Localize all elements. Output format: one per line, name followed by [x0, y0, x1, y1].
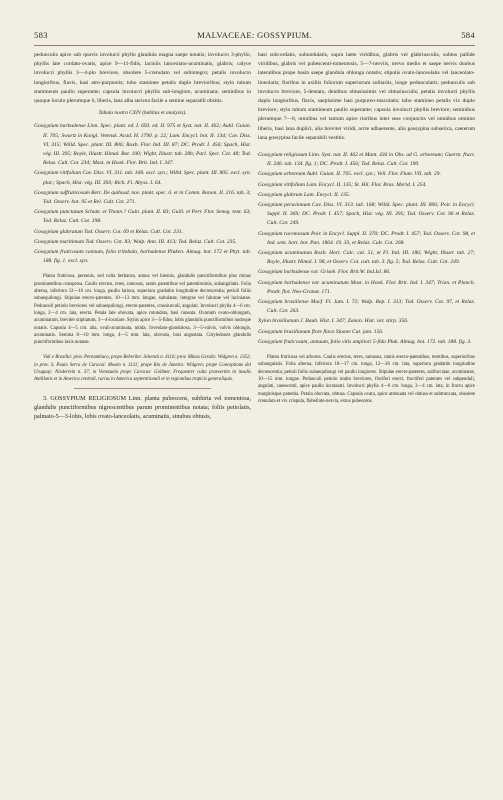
synonym-reference: Gossypium punctatum Schum. et Thonn.? Guin. plant. II. 83; Guill. et Perr. Flor. Seneg. tent. 63; Tod. Relaz. Cult. Cot. 198. [34, 209, 251, 225]
diagnosis-continuation: pedunculis apice sub quovis involucri phyllo glandula magna saepe notatis; involucro 3-phyllo, phyllis late cordato-ovatis, apice 9—11-fidis, laciniis lanceolato-acuminatis, glabris; calyce involucri phyllis 3—4-plo breviore, obsolete 5-crenulato vel subintegro; petalis involucro longioribus, flavis, basi atro-purpureis; tubo staminee petalis duplo brevioribus; stylo tubum stamineum paullo superante; capsula involucri phyllis sub-longiore, acuminata; seminibus in quoque loculo plerumque 6, liberis, lana alba sericea facile a semine separatili obsitis. [34, 52, 251, 105]
plate-caption: Tabula nostra CXIV (habitus et analysis). [98, 110, 187, 117]
synonym-reference: Gossypium arboreum Aubl. Guian. II. 705. excl. syn.; Vell. Flor. Flum. VII. tab. 29. [258, 171, 441, 178]
synonym-reference: Gossypium barbadense var. Griseb. Flor. Brit.W. Ind.Isl. 86. [258, 269, 391, 276]
running-header [34, 30, 475, 42]
section-divider [74, 388, 211, 389]
text-columns [34, 51, 475, 778]
running-title: MALVACEAE: GOSSYPIUM. [197, 30, 312, 40]
page-number-left: 583 [34, 30, 48, 40]
synonym-reference: Gossypium brasilianum flore flavo Sloane Cat. jam. 156. [258, 328, 384, 335]
synonym-reference: Gossypium racemosum Poir. in Encycl. Suppl. II. 370; DC. Prodr. I. 457; Tod. Osserv. Cot. 98, et Ind. sem. hort. bot. Pan. 1864. 19. 33, et Relaz. Cult. Cot. 268. [258, 230, 475, 246]
synonym-reference: Gossypium maritimum Tod. Osserv. Cot. 83; Walp. Ann. III. 413; Tod. Relaz. Cult. Cot. 235. [34, 238, 237, 245]
synonym-reference: Gossypium fruticosum, annuum, folio vitis ampliori 5-fido Pluk. Almag. bot. 172. tab. 188. fig. 3. [258, 338, 472, 345]
species-diagnosis: planta pubescens, subhirta vel tomentosa, glandulis punctiformibus nigrescentibus parum prominentibus notata; foliis petiolatis, palmato-5—3-lobis, lobis ovato-lanceolatis, acuminatis, sinubus obtusis, [34, 395, 251, 421]
species-entry [34, 395, 251, 423]
species-heading: 3. GOSSYPIUM RELIGIOSUM Linn. [43, 395, 142, 402]
species-description: Planta fruticosa vel arborea. Caulis erectus, teres, ramosus, ramis erecto-patentibus, teretibus, superioribus subangulatis. Folia alterna, inferiora 10—17 cm. longa, 12—20 cm. lata, superiora gradatim longitudine decrescentia; petioli foliis subaequilongi vel paullo longiores. Stipulae erecto-patentes, subfurcatae, acuminatae, 10—15 mm. longae. Pedunculi petiolo multo breviores, floriferi erecti, fructiferi patentes vel subpenduli, angulati, canescenti, apice paullo incrassati. Involucri phylla 4—6 cm. longa, 3—4 cm. lata, in fructu apice marginisque patentia. Petala obovata, obtusa. Capsula ovata, apice attenuata vel obtusa et subtruncata, obsolete crenulata et vix crispula, flabellato-nervia, extus pubescens. [258, 355, 475, 404]
diagnosis-continuation: basi subcordatis, subundulatis, supra laete viridibus, glabris vel glabriusculis, subtus pallide viridibus, glabris vel pubescenti-tomentosis, 5—7-nerviis, nervo medio et saepe nervis duobus lateralibus prope basin saepe glandula oblonga notatis; stipulis ovato-lanceolatis vel lanceolato-lineolatis; floribus in axillis foliorum superiorum solitariis, longe pedunculatis; pedunculis sub involucro breviore, 5-dentato, dentibus obtusissimis vel obtusiusculis; petalis involucri phyllis duplo longioribus, flavis, saepissime basi purpureo-maculatis; tubo stamineo petalis vix duplo breviore; stylo tubum stamineum paullo superante; capsula involucri phyllis breviore; seminibus plerumque 7—8, omnibus vel tantum apice rioribus inter sese conjunctis vel omnibus omnino liberis, basi lana duplici, alia breviter viridi, arcte adhaerente, alia gossypina subserica, caeterum lana gossypina facile separabili vestitis. [258, 52, 475, 141]
synonym-reference: Gossypium glabratum Tod. Osserv. Cot. 69 et Relaz. Cult. Cot. 231. [34, 228, 183, 235]
synonym-reference: Gossypium barbadense var. acuminatum Mast. in Hook. Flor. Brit. Ind. I. 347; Trian. et Planch. Prodr. flor. Neo-Granat. 171. [258, 279, 475, 295]
synonym-reference: Gossypium glabrum Lam. Encycl. II. 135. [258, 191, 351, 198]
synonym-reference: Gossypium vitifolium Lam. Encycl. II. 135; St. Hil. Flor. Bras. Merid. I. 254. [258, 181, 427, 188]
synonym-reference: Gossypium barbadense Linn. Spec. plant. ed. I. 693. ed. II. 975 et Syst. nat. II. 462; Aubl. Guian. II. 705; Swartz in Kongl. Vetensk. Acad. H. 1790. p. 22; Lam. Encycl. bot. II. 134; Cav. Diss. VI. 315; Willd. Spec. plant. III. 806; Roxb. Flor. Ind. III. 87; DC. Prodr. I. 456; Spach, Hist. vég. III. 395; Royle, Illustr. Himal. Bot. 100; Wight, Illustr. tab. 28b; Parl. Spec. Cot. 48; Tod. Relaz. Cult. Cot. 234; Mast. in Hook. Flor. Brit. Ind. I. 347. [34, 123, 251, 167]
species-description: Planta fruticosa, perennis, sed culta herbacea, annua vel biennis, glandulis punctiformibus plus minus prominentibus conspersa. Caulis erectus, teres, ramosus, ramis patentibus vel patentissimis, subangulatis. Folia alterna, inferiora 12—16 cm. longa, paullo latiora, superiora gradatim longitudine decrescentia; petioli foliis subaequilongi. Stipulae erecto-patentes, 10—13 mm. longae, subulatae, integrae vel falcatae vel laciniatae. Pedunculi petiolo breviores vel subaequilongi, erecto-patentes, crassiusculi, angulati. Involucri phylla 4—6 cm. longa, 2—4 cm. lata, erecta. Petala late obovata, apice rotundata, basi cuneata. Ovarium ovato-oblongum, acuminatum, breviter stipitatum, 3—4-loculare. Stylus apice 3—5-fidus, lobis glandulis punctiformibus nudoque notatis. Capsula 4—5 cm. alta, ovali-acuminata, nitida, foveolato-glandulosa, 3—5-valvis, valvis oblongis, acuminatis. Semina 8—10 mm. longa, 4—5 mm. lata, obovata, basi angustata. Cotyledones glandulis punctiformibus laxis notatae. [34, 274, 251, 346]
header-rule [34, 45, 475, 46]
synonym-reference: Gossypium fruticosum cannum, folio trilobalo, barbadense Pluken. Almag. bot. 172 et Phyt. tab. 188. fig. 1. excl. syn. [34, 249, 251, 265]
synonym-reference: Gossypium acuminatum Roxb. Hort. Calc. cat. 51, et Fl. Ind. III. 186; Wight, Illustr. tab. 27; Royle, Illustr. Himal. I. 98, et Osserv. Cot. cult. tab. 3. fig. 5; Tod. Relaz. Cult. Cot. 249. [258, 250, 475, 266]
page-number-right: 584 [461, 30, 475, 40]
synonym-reference: Gossypium religiosum Linn. Syst. nat. II. 462 et Mant. 436 in Obs. ad G. arboreum; Guertn. fruct. II. 246. tab. 134. fig. 1; DC. Prodr. I. 456; Tod. Relaz. Cult. Cot. 190. [258, 152, 475, 168]
specimens-seen: Vidi e Brasilia: prov. Pernambuco, prope Beberibe: Schenck n. 4116; prov. Minas Geraës: Widgren n. 1352; in prov. S. Paulo Serra de Caracol: Mosén n. 1131; prope Rio de Janeiro: Widgren; prope Conceptione del Uruguay: Niederlein n. 37; in Venezuela prope Caracas: Gollmer. Frequenter culta praesertim in insulis Antillanis et in America centrali, rarius in America septentrionali et in regionibus tropicis generaliquis. [34, 355, 251, 383]
synonym-reference: Gossypium suffruticosum Bert. De quibusd. nov. plant. spec. 6. et in Comm. Bonon. II. 216. tab. 3; Tod. Osserv. bot. 95 et Rel. Cult. Cot. 271. [34, 189, 251, 206]
synonym-reference: Gossypium peruvianum Cav. Diss. VI. 313. tab. 168; Willd. Spec. plant. III. 806; Poir. in Encycl. Suppl. II. 369; DC. Prodr. I. 457; Spach, Hist. vég. III. 395; Tod. Osserv. Cot. 96 et Relaz. Cult. Cot. 249. [258, 202, 475, 227]
synonym-reference: Gossypium brasiliense Macf. Fl. Jam. I. 72; Walp. Rep. I. 313; Tod. Osserv. Cot. 97, et Relaz. Cult. Cot. 263. [258, 299, 475, 315]
synonym-reference: Gossypium vitifolium Cav. Diss. VI. 311. tab. 168. excl. syn.; Willd. Spec. plant. III. 805. excl. syn. plur.; Spach, Hist. vég. III. 393; Rich. Fl. Abyss. I. 64. [34, 170, 251, 186]
left-column [34, 51, 251, 778]
synonym-reference: Xylon brasilianum J. Bauh. Hist. I. 347; Zanon. Hist. var. stirp. 356. [258, 318, 409, 325]
right-column [258, 51, 475, 778]
